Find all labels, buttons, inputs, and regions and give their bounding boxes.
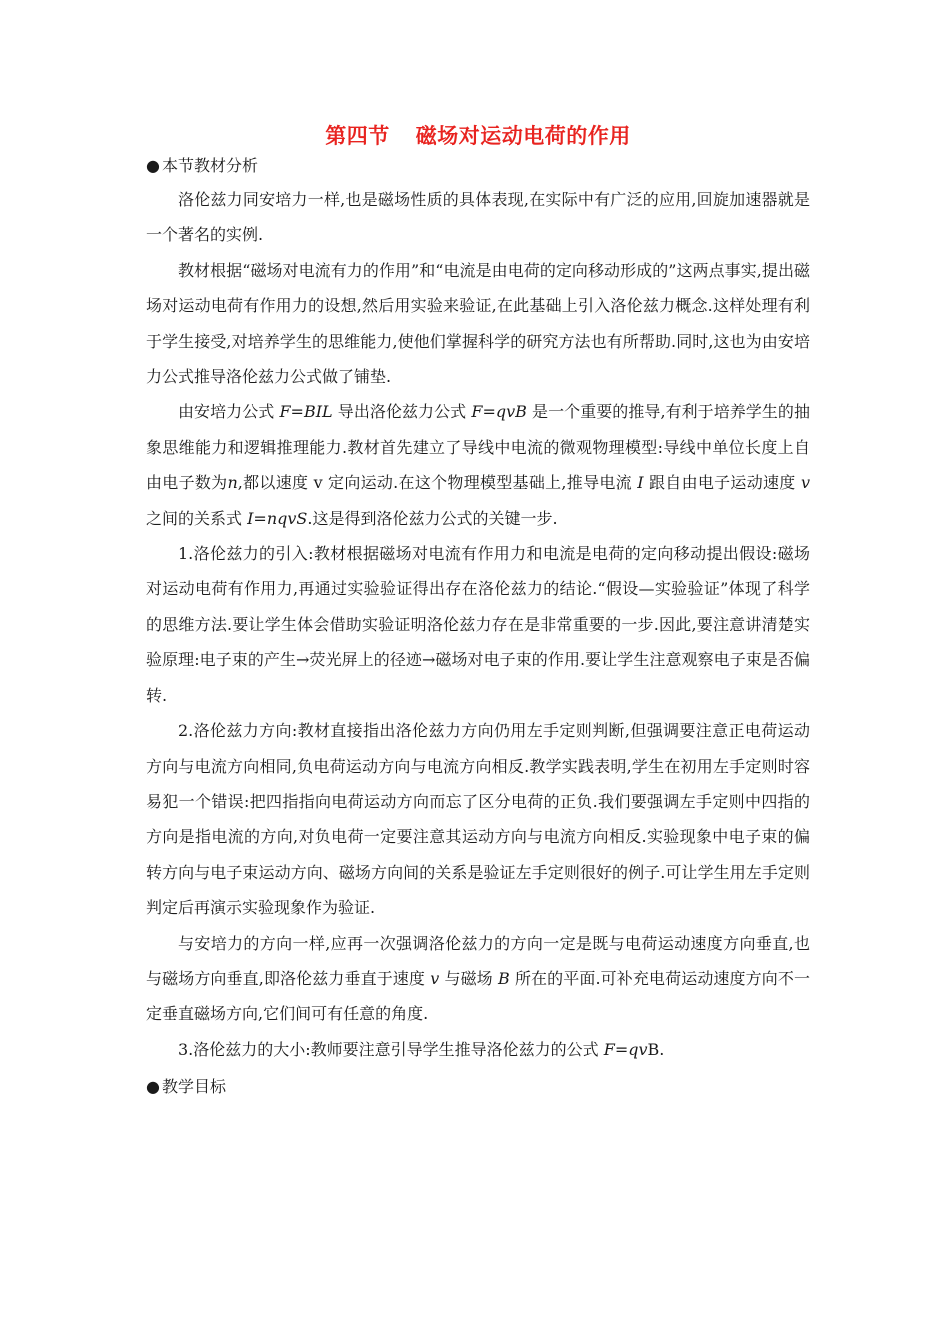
- paragraph-point-2: 2.洛伦兹力方向:教材直接指出洛伦兹力方向仍用左手定则判断,但强调要注意正电荷运动方向与电流方向相同,负电荷运动方向与电流方向相反.教学实践表明,学生在初用左手定则时容易犯一个错误:把四指指向电荷运动方向而忘了区分电荷的正负.我们要强调左手定则中四指的方向是指电流的方向,对负电荷一定要注意其运动方向与电流方向相反.实验现象中电子束的偏转方向与电子束运动方向、磁场方向间的关系是验证左手定则很好的例子.可让学生用左手定则判定后再演示实验现象作为验证.: [146, 721, 810, 918]
- bullet-icon: ●: [146, 1077, 160, 1097]
- formula: F=qv: [603, 1039, 648, 1059]
- bullet-icon: ●: [146, 156, 160, 175]
- formula: n: [227, 473, 238, 493]
- formula: I: [637, 473, 644, 493]
- title-section-number: 第四节: [325, 123, 390, 148]
- formula: F=qvB: [471, 402, 527, 422]
- formula: v: [430, 968, 440, 988]
- formula: B: [497, 968, 510, 988]
- teaching-goals-heading: [146, 1069, 810, 1104]
- paragraph-formula-derivation: 由安培力公式 F=BIL 导出洛伦兹力公式 F=qvB 是一个重要的推导,有利于培养学生的抽象思维能力和逻辑推理能力.教材首先建立了导线中电流的微观物理模型:导线中单位长度上自由电子数为n,都以速度 v 定向运动.在这个物理模型基础上,推导电流 I 跟自由电子运动速度 v 之间的关系式 I=nqvS.这是得到洛伦兹力公式的关键一步.: [146, 402, 810, 528]
- section-heading-label: 本节教材分析: [161, 156, 258, 175]
- section-heading: [146, 154, 810, 178]
- document-page: [146, 120, 810, 1105]
- paragraph-intro: 洛伦兹力同安培力一样,也是磁场性质的具体表现,在实际中有广泛的应用,回旋加速器就是一个著名的实例.: [146, 190, 810, 245]
- formula: v: [800, 473, 810, 493]
- page-title: [146, 120, 810, 152]
- paragraph-direction-note: 与安培力的方向一样,应再一次强调洛伦兹力的方向一定是既与电荷运动速度方向垂直,也与磁场方向垂直,即洛伦兹力垂直于速度 v 与磁场 B 所在的平面.可补充电荷运动速度方向不一定垂直磁场方向,它们间可有任意的角度.: [146, 933, 810, 1024]
- teaching-goals-label: 教学目标: [161, 1077, 226, 1097]
- title-text: 磁场对运动电荷的作用: [415, 123, 631, 148]
- paragraph-point-3: 3.洛伦兹力的大小:教师要注意引导学生推导洛伦兹力的公式 F=qvB.: [178, 1039, 665, 1059]
- formula: I=nqvS: [247, 508, 308, 528]
- formula: F=BIL: [279, 402, 333, 422]
- paragraph-textbook-approach: 教材根据“磁场对电流有力的作用”和“电流是由电荷的定向移动形成的”这两点事实,提出磁场对运动电荷有作用力的设想,然后用实验来验证,在此基础上引入洛伦兹力概念.这样处理有利于学生接受,对培养学生的思维能力,使他们掌握科学的研究方法也有所帮助.同时,这也为由安培力公式推导洛伦兹力公式做了铺垫.: [146, 260, 810, 387]
- paragraph-point-1: 1.洛伦兹力的引入:教材根据磁场对电流有作用力和电流是电荷的定向移动提出假设:磁场对运动电荷有作用力,再通过实验验证得出存在洛伦兹力的结论.“假设—实验验证”体现了科学的思维方法.要让学生体会借助实验证明洛伦兹力存在是非常重要的一步.因此,要注意讲清楚实验原理:电子束的产生→荧光屏上的径迹→磁场对电子束的作用.要让学生注意观察电子束是否偏转.: [146, 544, 810, 705]
